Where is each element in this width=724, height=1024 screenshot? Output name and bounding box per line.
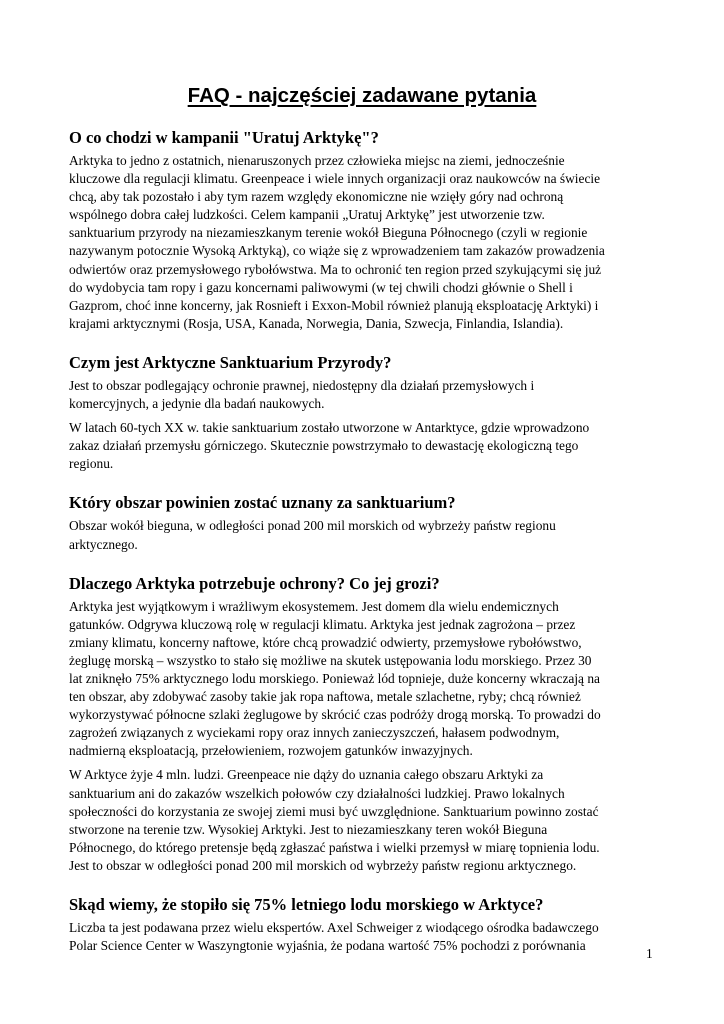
text-line: nadmierną eksploatacją, przełowieniem, rozwojem gatunków inwazyjnych. bbox=[69, 743, 473, 759]
sections-container bbox=[69, 128, 655, 955]
text-line: Arktyka to jedno z ostatnich, nienaruszonych przez człowieka miejsc na ziemi, jednocześnie bbox=[69, 153, 565, 168]
text-line: Jest to obszar w odległości ponad 200 mil morskich od wybrzeży państw regionu arktycznego. bbox=[69, 857, 577, 873]
text-line: W Arktyce żyje 4 mln. ludzi. Greenpeace nie dąży do uznania całego obszaru Arktyki za bbox=[69, 767, 544, 783]
page-number: 1 bbox=[646, 946, 653, 961]
text-line: Północnego, do którego pretensje będą zgłaszać państwa i wielki przemysł w miarę topnienia lodu. bbox=[69, 839, 600, 855]
text-line: komercyjnych, a jedynie dla badań naukowych. bbox=[69, 396, 325, 412]
faq-section bbox=[69, 353, 655, 473]
text-line: nazywanym potocznie Wysoką Arktyką), co wiąże się z wprowadzeniem tam zakazów prowadzenia bbox=[69, 243, 605, 259]
section-heading: Skąd wiemy, że stopiło się 75% letniego lodu morskiego w Arktyce? bbox=[69, 895, 544, 914]
text-line: sanktuarium ani do zakazów wszelkich połowów czy działalności ludzkiej. Prawo lokalnych bbox=[69, 785, 565, 801]
text-line: W latach 60-tych XX w. takie sanktuarium zostało utworzone w Antarktyce, gdzie wprowadzono bbox=[69, 420, 590, 436]
text-line: gatunków. Odgrywa kluczową rolę w regulacji klimatu. Arktyka jest jednak zagrożona – przez bbox=[69, 616, 576, 632]
text-line: odwiertów oraz przemysłowego rybołówstwa. Ma to ochronić ten region przed szykującymi się już bbox=[69, 261, 602, 277]
text-line: ten obszar, aby zdobywać zasoby takie jak ropa naftowa, metale szlachetne, ryby; chcą również bbox=[69, 689, 581, 705]
text-line: społeczności do korzystania ze swojej ziemi musi być uwzględnione. Sanktuarium powinno zostać bbox=[69, 803, 599, 819]
text-line: wykorzystywać północne szlaki żeglugowe by skrócić czas podróży drogą morską. To prowadzi do bbox=[69, 707, 601, 723]
body-paragraph bbox=[69, 766, 655, 875]
faq-section bbox=[69, 574, 655, 875]
text-line: zmiany klimatu, koncerny naftowe, które chcą prowadzić odwierty, przemysłowe rybołówstwo, bbox=[69, 634, 582, 650]
text-line: chcą, aby tak pozostało i aby tym razem względy ekonomiczne nie wzięły góry nad ochroną bbox=[69, 189, 564, 205]
body-paragraph bbox=[69, 598, 655, 761]
text-line: zakaz działań przemysłu górniczego. Skutecznie powstrzymało to dewastację ekologiczną tego bbox=[69, 438, 579, 454]
text-line: wspólnego dobra całej ludzkości. Celem kampanii „Uratuj Arktykę” jest utworzenie tzw. bbox=[69, 207, 545, 223]
text-line: Liczba ta jest podawana przez wielu ekspertów. Axel Schweiger z wiodącego ośrodka badawczego bbox=[69, 920, 599, 935]
text-line: do wydobycia tam ropy i gazu koncernami paliwowymi (w tej chwili chodzi głównie o Shell i bbox=[69, 279, 573, 295]
body-paragraph bbox=[69, 919, 655, 955]
faq-section bbox=[69, 128, 655, 333]
text-line: lat zniknęło 75% arktycznego lodu morskiego. Ponieważ lód topnieje, duże koncerny wkraczają na bbox=[69, 670, 600, 686]
document-page bbox=[69, 84, 655, 975]
text-line: Gazprom, choć inne koncerny, jak Rosnieft i Exxon-Mobil również planują eksploatację Arktyki) i bbox=[69, 297, 599, 313]
section-heading: Czym jest Arktyczne Sanktuarium Przyrody? bbox=[69, 352, 392, 372]
document-title: FAQ - najczęściej zadawane pytania bbox=[187, 84, 537, 107]
text-line: zagrożeń związanych z wyciekami ropy oraz innych zanieczyszczeń, hałasem podwodnym, bbox=[69, 725, 560, 741]
text-line: Polar Science Center w Waszyngtonie wyjaśnia, że podana wartość 75% pochodzi z porównania bbox=[69, 938, 586, 954]
text-line: Arktyka jest wyjątkowym i wrażliwym ekosystemem. Jest domem dla wielu endemicznych bbox=[69, 598, 559, 614]
text-line: krajami arktycznymi (Rosja, USA, Kanada, Norwegia, Dania, Szwecja, Finlandia, Islandia). bbox=[69, 315, 564, 331]
body-paragraph bbox=[69, 517, 655, 553]
text-line: arktycznego. bbox=[69, 536, 138, 552]
section-heading: Dlaczego Arktyka potrzebuje ochrony? Co jej grozi? bbox=[69, 573, 440, 593]
body-paragraph bbox=[69, 419, 655, 473]
body-paragraph bbox=[69, 152, 655, 333]
faq-section bbox=[69, 493, 655, 553]
body-paragraph bbox=[69, 377, 655, 413]
text-line: stworzone na terenie tzw. Wysokiej Arktyki. Jest to niezamieszkany teren wokół Bieguna bbox=[69, 821, 548, 837]
text-line: żeglugę morską – wszystko to stało się możliwe na skutek ustępowania lodu morskiego. Przez 30 bbox=[69, 652, 592, 668]
text-line: Obszar wokół bieguna, w odległości ponad 200 mil morskich od wybrzeży państw regionu bbox=[69, 518, 556, 534]
text-line: regionu. bbox=[69, 456, 114, 472]
text-line: sanktuarium przyrody na niezamieszkanym terenie wokół Bieguna Północnego (czyli w regionie bbox=[69, 225, 588, 241]
text-line: Jest to obszar podlegający ochronie prawnej, niedostępny dla działań przemysłowych i bbox=[69, 377, 535, 393]
text-line: kluczowe dla regulacji klimatu. Greenpeace i wiele innych organizacji oraz naukowców na świecie bbox=[69, 171, 601, 187]
section-heading: Który obszar powinien zostać uznany za sanktuarium? bbox=[69, 493, 456, 513]
section-heading: O co chodzi w kampanii "Uratuj Arktykę"? bbox=[69, 128, 379, 147]
faq-section bbox=[69, 895, 655, 955]
